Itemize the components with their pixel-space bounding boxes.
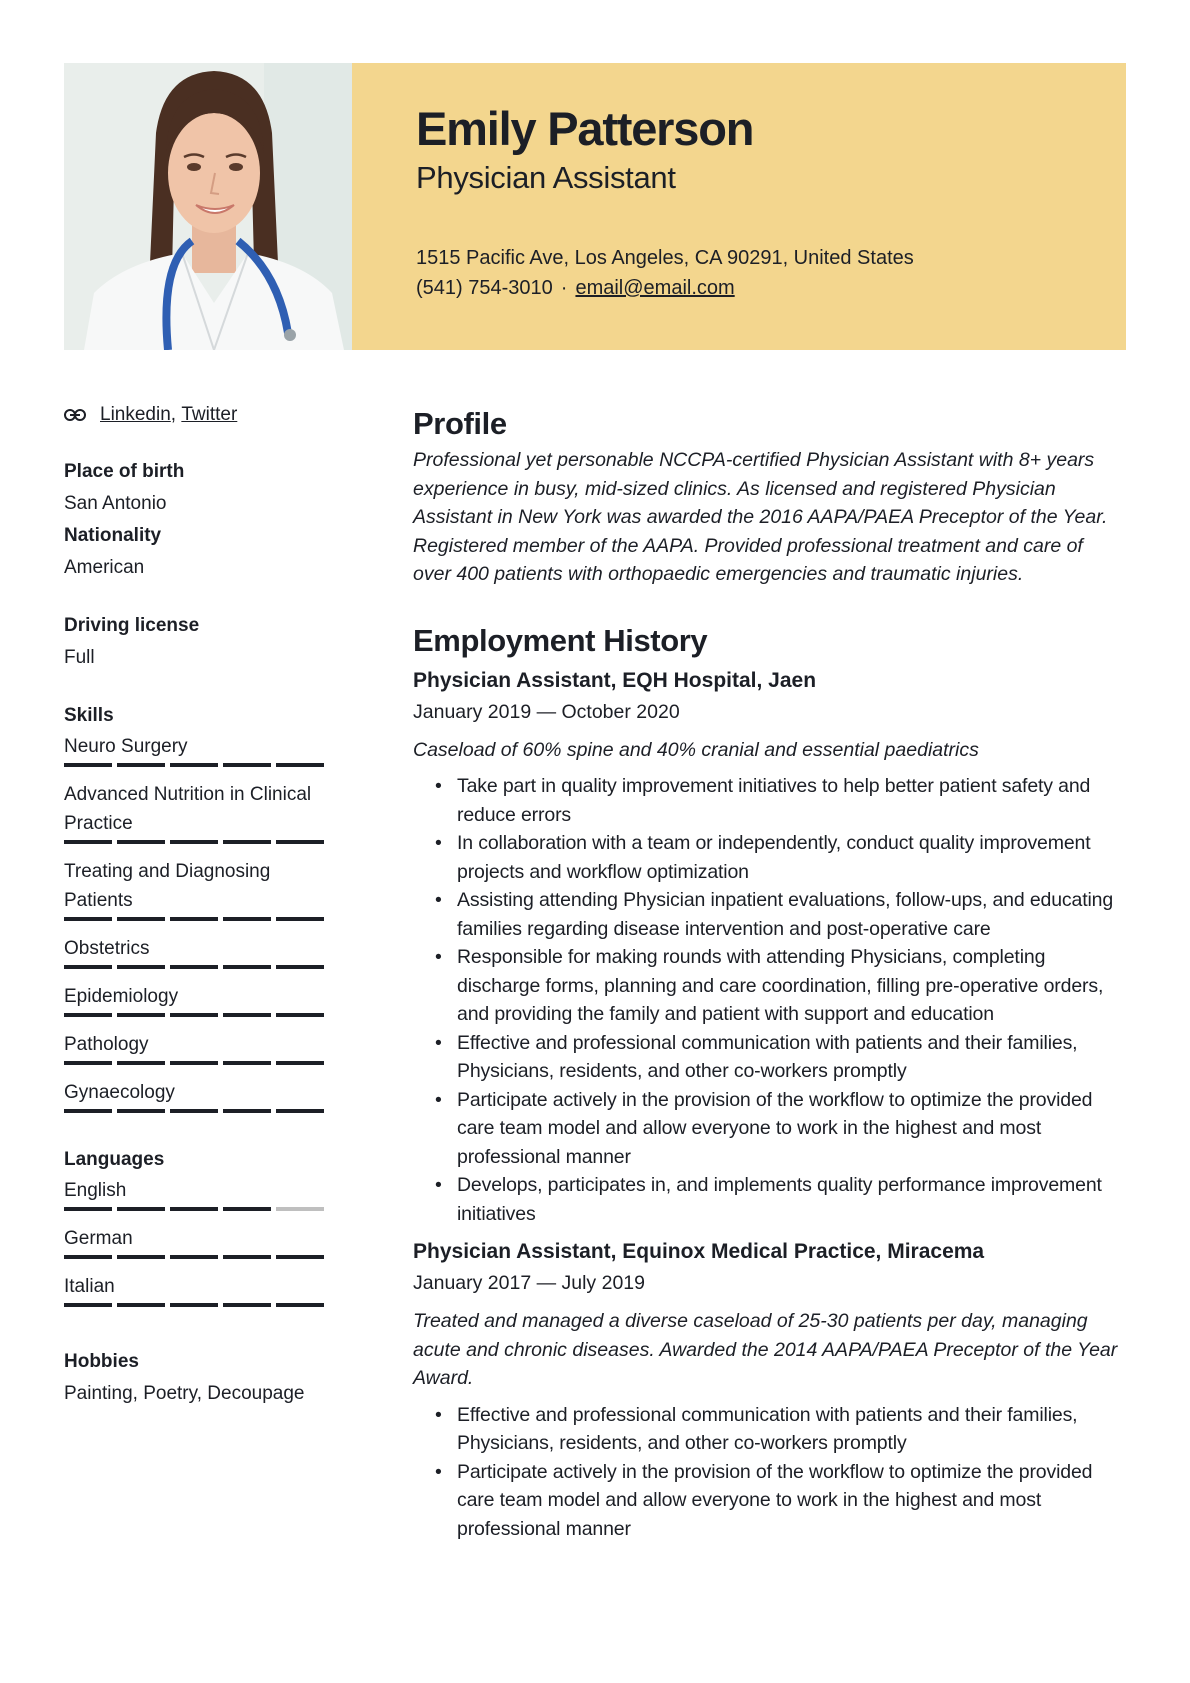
portrait-illustration <box>64 63 352 350</box>
linkedin-link[interactable]: Linkedin <box>100 404 171 425</box>
bullet-item: • Effective and professional communication with patients and their families, Physicians, residents, and other co-workers promptly <box>457 1029 1126 1086</box>
job-entry <box>413 665 1126 1229</box>
place-of-birth-value: San Antonio <box>64 493 167 514</box>
skill-item <box>64 732 326 767</box>
skill-name: Pathology <box>64 1034 149 1055</box>
bullet-item: • Participate actively in the provision of the workflow to optimize the provided care team model and allow everyone to work in the highest and most professional manner <box>457 1458 1126 1544</box>
skill-item <box>64 1078 326 1113</box>
skill-name: Epidemiology <box>64 986 179 1007</box>
skill-name: Obstetrics <box>64 938 150 959</box>
skill-level-bar <box>64 917 326 921</box>
skill-item <box>64 857 326 921</box>
profile-summary: Professional yet personable NCCPA-certified Physician Assistant with 8+ years experience in busy, mid-sized clinics. As licensed and registered Physician Assistant in New York was awarded the 2016 AAPA/PAEA Preceptor of the Year. Registered member of the AAPA. Provided professional treatment and care of over 400 patients with orthopaedic emergencies and traumatic injuries. <box>413 449 1108 585</box>
candidate-name: Emily Patterson <box>416 102 754 155</box>
bullet-item: • Effective and professional communication with patients and their families, Physicians, residents, and other co-workers promptly <box>457 1401 1126 1458</box>
contact-line <box>416 273 1126 303</box>
language-name: Italian <box>64 1276 115 1297</box>
languages-label: Languages <box>64 1149 165 1170</box>
job-description: Caseload of 60% spine and 40% cranial and essential paediatrics <box>413 738 979 761</box>
main-content <box>413 404 1126 1543</box>
employment-heading: Employment History <box>413 622 708 658</box>
job-heading: Physician Assistant, EQH Hospital, Jaen <box>413 668 817 692</box>
skills-list <box>64 732 326 1113</box>
job-entry <box>413 1236 1126 1543</box>
skill-name: Neuro Surgery <box>64 736 188 757</box>
skill-item <box>64 982 326 1017</box>
skill-level-bar <box>64 763 326 767</box>
nationality-value: American <box>64 557 145 578</box>
job-bullets <box>413 772 1126 1228</box>
driving-license-value: Full <box>64 647 95 668</box>
link-icon <box>64 409 86 421</box>
hobbies-value: Painting, Poetry, Decoupage <box>64 1383 305 1404</box>
place-of-birth-label: Place of birth <box>64 461 185 482</box>
email-link[interactable]: email@email.com <box>575 277 735 299</box>
sidebar <box>64 400 326 1410</box>
job-heading: Physician Assistant, Equinox Medical Practice, Miracema <box>413 1240 985 1263</box>
link-separator: , <box>170 404 177 425</box>
language-level-bar <box>64 1207 326 1211</box>
skill-level-bar <box>64 1013 326 1017</box>
language-level-bar <box>64 1303 326 1307</box>
bullet-item: • In collaboration with a team or independently, conduct quality improvement projects and workflow optimization <box>457 829 1126 886</box>
profile-heading: Profile <box>413 406 507 441</box>
skill-level-bar <box>64 1109 326 1113</box>
languages-list <box>64 1176 326 1307</box>
language-item <box>64 1272 326 1307</box>
bullet-item: • Assisting attending Physician inpatient evaluations, follow-ups, and educating families regarding disease intervention and post-operative care <box>457 886 1126 943</box>
skill-name: Advanced Nutrition in Clinical Practice <box>64 784 312 834</box>
language-name: German <box>64 1228 133 1249</box>
language-name: English <box>64 1180 127 1201</box>
nationality-label: Nationality <box>64 525 162 546</box>
skill-item <box>64 780 326 844</box>
job-description: Treated and managed a diverse caseload of 25-30 patients per day, managing acute and chronic diseases. Awarded the 2014 AAPA/PAEA Preceptor of the Year Award. <box>413 1310 1118 1389</box>
skill-level-bar <box>64 1061 326 1065</box>
header-info <box>352 63 1126 350</box>
skills-label: Skills <box>64 705 114 726</box>
bullet-item: • Responsible for making rounds with attending Physicians, completing discharge forms, planning and care coordination, filling pre-operative orders, and providing the family and patient with support and education <box>457 943 1126 1029</box>
resume-header <box>64 63 1126 350</box>
language-item <box>64 1224 326 1259</box>
job-bullets <box>413 1401 1126 1544</box>
hobbies-label: Hobbies <box>64 1351 139 1372</box>
skill-name: Gynaecology <box>64 1082 175 1103</box>
skill-level-bar <box>64 840 326 844</box>
bullet-item: • Develops, participates in, and implements quality performance improvement initiatives <box>457 1171 1126 1228</box>
profile-photo <box>64 63 352 350</box>
phone: (541) 754-3010 <box>416 277 553 299</box>
job-dates: January 2019 — October 2020 <box>413 700 680 723</box>
language-item <box>64 1176 326 1211</box>
twitter-link[interactable]: Twitter <box>181 404 238 425</box>
separator: · <box>560 277 568 299</box>
language-level-bar <box>64 1255 326 1259</box>
job-dates: January 2017 — July 2019 <box>413 1272 645 1294</box>
social-links <box>64 400 326 430</box>
candidate-title: Physician Assistant <box>416 160 676 195</box>
bullet-item: • Take part in quality improvement initiatives to help better patient safety and reduce errors <box>457 772 1126 829</box>
bullet-item: • Participate actively in the provision of the workflow to optimize the provided care team model and allow everyone to work in the highest and most professional manner <box>457 1086 1126 1172</box>
skill-level-bar <box>64 965 326 969</box>
skill-item <box>64 1030 326 1065</box>
driving-license-label: Driving license <box>64 615 200 636</box>
skill-name: Treating and Diagnosing Patients <box>64 861 271 911</box>
address: 1515 Pacific Ave, Los Angeles, CA 90291, United States <box>416 247 914 269</box>
skill-item <box>64 934 326 969</box>
